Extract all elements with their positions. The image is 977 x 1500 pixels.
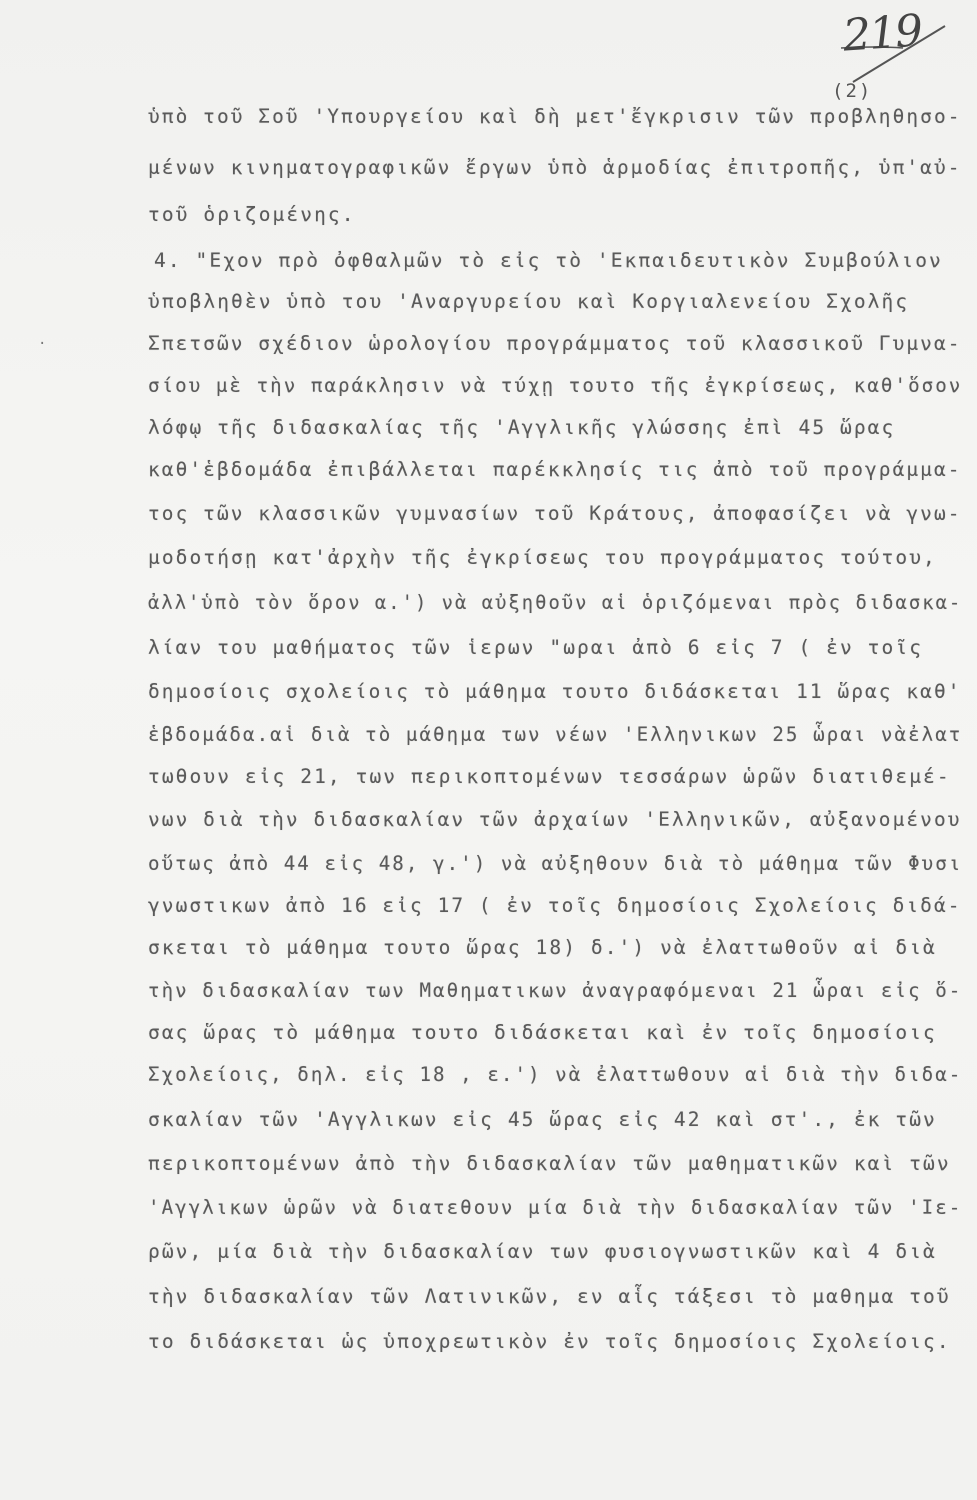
text-line: τωθουν εἰς 21, των περικοπτομένων τεσσάρων ὡρῶν διατιθεμέ- — [148, 765, 951, 788]
text-line: τος τῶν κλασσικῶν γυμνασίων τοῦ Κράτους, ἀποφασίζει νὰ γνω- — [148, 502, 962, 525]
text-line: τὴν διδασκαλίαν των Μαθηματικων ἀναγραφόμεναι 21 ὧραι εἰς ὅ- — [148, 979, 963, 1002]
text-line: δημοσίοις σχολείοις τὸ μάθημα τουτο διδάσκεται 11 ὥρας καθ' — [148, 680, 962, 703]
text-line: λίαν του μαθήματος τῶν ἱερων "ωραι ἀπὸ 6 εἰς 7 ( ἐν τοῖς — [148, 636, 924, 659]
text-line: μένων κινηματογραφικῶν ἔργων ὑπὸ ἁρμοδίας ἐπιτροπῆς, ὑπ'αὐ- — [148, 156, 962, 179]
text-line: 'Αγγλικων ὡρῶν νὰ διατεθουν μία διὰ τὴν διδασκαλίαν τῶν 'Ιε- — [148, 1196, 963, 1219]
text-line: ὑπὸ τοῦ Σοῦ 'Υπουργείου καὶ δὴ μετ'ἔγκρισιν τῶν προβληθησο- — [148, 105, 962, 128]
text-line: τὴν διδασκαλίαν τῶν Λατινικῶν, εν αἷς τάξεσι τὸ μαθημα τοῦ — [148, 1285, 951, 1308]
folio-stamp — [833, 5, 953, 88]
text-line: 4. "Εχον πρὸ ὀφθαλμῶν τὸ εἰς τὸ 'Εκπαιδευτικὸν Συμβούλιον — [154, 249, 943, 272]
margin-dot: . — [38, 332, 47, 348]
page-number: (2) — [832, 80, 873, 102]
text-line: μοδοτήσῃ κατ'ἀρχὴν τῆς ἐγκρίσεως του προγράμματος τούτου, — [148, 546, 937, 569]
text-line: ὑποβληθὲν ὑπὸ του 'Αναργυρείου καὶ Κοργιαλενείου Σχολῆς — [148, 290, 910, 313]
text-line: ἑβδομάδα.αἱ διὰ τὸ μάθημα των νέων 'Ελληνικων 25 ὧραι νὰἐλατ — [148, 723, 963, 746]
text-line: γνωστικων ἀπὸ 16 εἰς 17 ( ἐν τοῖς δημοσίοις Σχολείοις διδά- — [148, 894, 962, 917]
text-line: περικοπτομένων ἀπὸ τὴν διδασκαλίαν τῶν μαθηματικῶν καὶ τῶν — [148, 1152, 951, 1175]
text-line: το διδάσκεται ὡς ὑποχρεωτικὸν ἐν τοῖς δημοσίοις Σχολείοις. — [148, 1330, 951, 1353]
text-line: οὕτως ἀπὸ 44 εἰς 48, γ.') νὰ αὐξηθουν διὰ τὸ μάθημα τῶν Φυσι — [148, 852, 963, 875]
text-line: λόφῳ τῆς διδασκαλίας τῆς 'Αγγλικῆς γλώσσης ἐπὶ 45 ὥρας — [148, 416, 896, 439]
text-line: σκεται τὸ μάθημα τουτο ὥρας 18) δ.') νὰ ἐλαττωθοῦν αἱ διὰ — [148, 936, 937, 959]
text-line: Σπετσῶν σχέδιον ὡρολογίου προγράμματος τοῦ κλασσικοῦ Γυμνα- — [148, 332, 962, 355]
text-line: ρῶν, μία διὰ τὴν διδασκαλίαν των φυσιογνωστικῶν καὶ 4 διὰ — [148, 1240, 937, 1263]
text-line: νων διὰ τὴν διδασκαλίαν τῶν ἀρχαίων 'Ελληνικῶν, αὐξανομένου — [148, 808, 962, 831]
folio-number: 219 — [841, 5, 923, 62]
text-line: καθ'ἑβδομάδα ἐπιβάλλεται παρέκκλησίς τις ἀπὸ τοῦ προγράμμα- — [148, 458, 962, 481]
text-line: σκαλίαν τῶν 'Αγγλικων εἰς 45 ὥρας εἰς 42 καὶ στ'., ἐκ τῶν — [148, 1108, 937, 1131]
text-line: σίου μὲ τὴν παράκλησιν νὰ τύχῃ τουτο τῆς ἐγκρίσεως, καθ'ὅσον — [148, 374, 963, 397]
text-line: τοῦ ὁριζομένης. — [148, 203, 356, 226]
text-line: σας ὥρας τὸ μάθημα τουτο διδάσκεται καὶ ἐν τοῖς δημοσίοις — [148, 1021, 937, 1044]
text-line: ἀλλ'ὑπὸ τὸν ὅρον α.') νὰ αὐξηθοῦν αἱ ὁριζόμεναι πρὸς διδασκα- — [148, 591, 963, 614]
text-line: Σχολείοις, δηλ. εἰς 18 , ε.') νὰ ἐλαττωθουν αἱ διὰ τὴν διδα- — [148, 1063, 963, 1086]
